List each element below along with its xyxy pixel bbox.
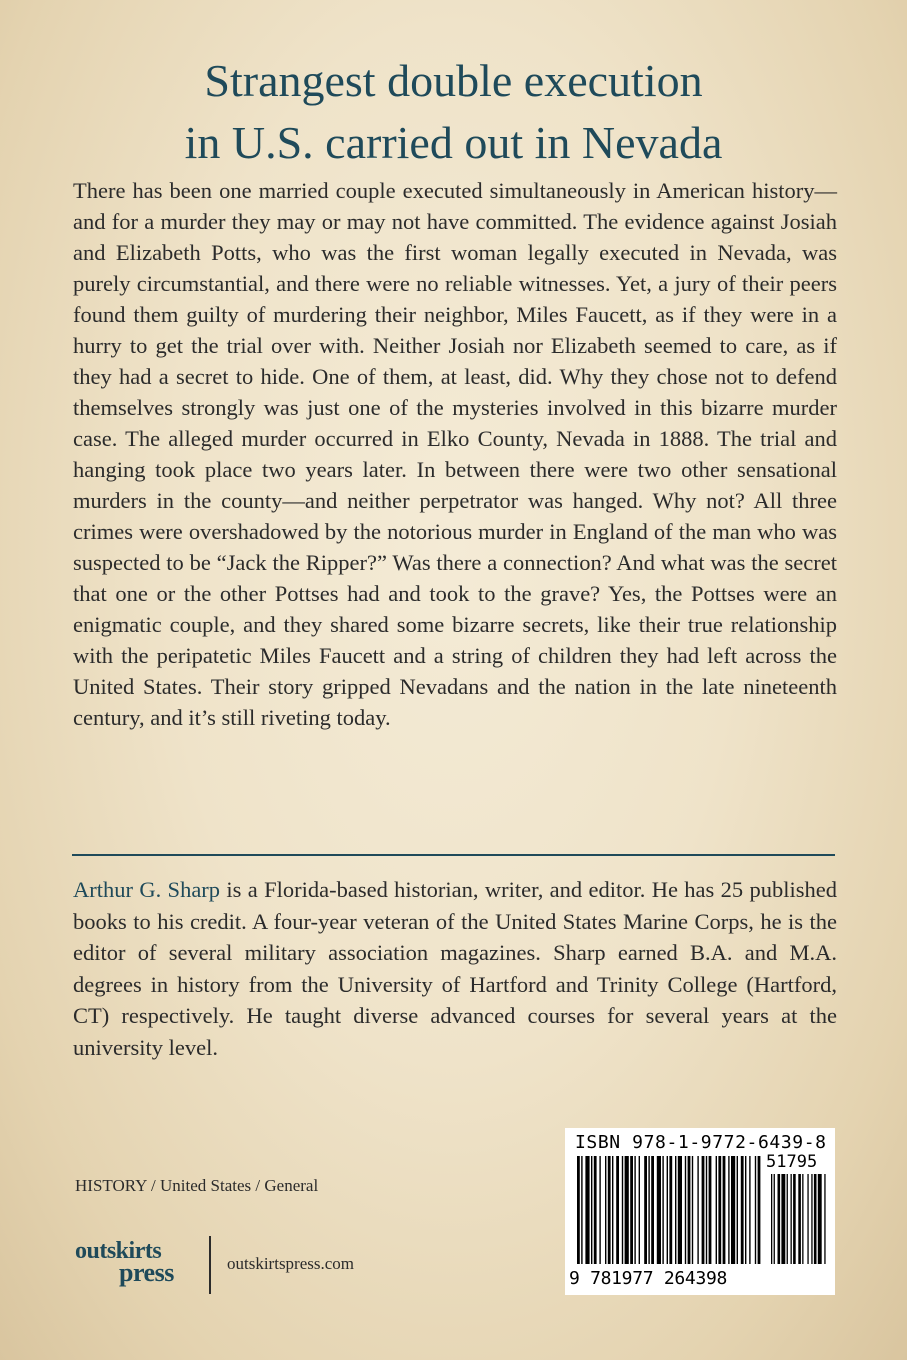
barcode-addon-bar bbox=[774, 1174, 775, 1264]
barcode-bar bbox=[749, 1156, 750, 1264]
barcode-bar bbox=[630, 1156, 633, 1264]
barcode-addon-bar bbox=[814, 1174, 817, 1264]
barcode-addon-bar bbox=[771, 1174, 772, 1264]
barcode-addon-bar bbox=[818, 1174, 822, 1264]
isbn-label: ISBN 978-1-9772-6439-8 bbox=[575, 1132, 827, 1153]
barcode-bar bbox=[723, 1156, 726, 1264]
publisher-logo-line-1: outskirts bbox=[75, 1238, 162, 1264]
barcode-bar bbox=[657, 1156, 661, 1264]
category-label: HISTORY / United States / General bbox=[75, 1176, 319, 1195]
barcode-bar bbox=[594, 1156, 597, 1264]
barcode-bar bbox=[741, 1156, 744, 1264]
barcode-addon-bar bbox=[793, 1174, 796, 1264]
author-bio bbox=[73, 874, 837, 1063]
barcode-addon-bar bbox=[824, 1174, 825, 1264]
headline bbox=[0, 50, 907, 174]
barcode-bar bbox=[678, 1156, 682, 1264]
barcode-bar bbox=[675, 1156, 676, 1264]
barcode-addon-bar bbox=[811, 1174, 812, 1264]
barcode-bar bbox=[688, 1156, 691, 1264]
barcode-ean-digits: 9 781977 264398 bbox=[569, 1268, 728, 1289]
barcode-bar bbox=[755, 1156, 756, 1264]
headline-line-2: in U.S. carried out in Nevada bbox=[184, 117, 723, 168]
author-name: Arthur G. Sharp bbox=[73, 877, 221, 902]
barcode-addon-bar bbox=[778, 1174, 781, 1264]
barcode-bar bbox=[667, 1156, 668, 1264]
barcode-bar bbox=[581, 1156, 582, 1264]
barcode-addon-bar bbox=[807, 1174, 808, 1264]
barcode-bar bbox=[577, 1156, 580, 1264]
publisher-logo bbox=[75, 1238, 195, 1292]
barcode-bar bbox=[716, 1156, 717, 1264]
barcode-bar bbox=[669, 1156, 672, 1264]
barcode-bar bbox=[728, 1156, 729, 1264]
barcode-bar bbox=[697, 1156, 698, 1264]
barcode-bar bbox=[625, 1156, 629, 1264]
barcode-bar bbox=[702, 1156, 705, 1264]
barcode-bar bbox=[737, 1156, 738, 1264]
barcode-bar bbox=[718, 1156, 721, 1264]
barcode-bar bbox=[612, 1156, 613, 1264]
barcode-bar bbox=[616, 1156, 619, 1264]
isbn-barcode bbox=[565, 1128, 835, 1295]
barcode-bar bbox=[745, 1156, 746, 1264]
barcode-bar bbox=[648, 1156, 649, 1264]
publisher-website: outskirtspress.com bbox=[227, 1254, 355, 1273]
barcode-bar bbox=[605, 1156, 606, 1264]
section-divider bbox=[72, 854, 835, 856]
publisher-logo-line-2: press bbox=[119, 1258, 174, 1287]
barcode-bar bbox=[685, 1156, 686, 1264]
barcode-addon-bar bbox=[787, 1174, 788, 1264]
barcode-bar bbox=[731, 1156, 735, 1264]
barcode-bar bbox=[644, 1156, 647, 1264]
barcode-addon-bar bbox=[802, 1174, 803, 1264]
barcode-addon-digits: 51795 bbox=[766, 1152, 818, 1172]
headline-line-1: Strangest double execution bbox=[204, 55, 703, 106]
barcode-bar bbox=[706, 1156, 707, 1264]
barcode-bar bbox=[591, 1156, 592, 1264]
book-description: There has been one married couple executed simultaneously in American history—and for a murder they may or may not have committed. The evidence against Josiah and Elizabeth Potts, who was the first woman legally executed in Nevada, was purely circumstantial, and there were no reliable witnesses. Yet, a jury of their peers found them guilty of murdering their neighbor, Miles Faucett, as if they were in a hurry to get the trial over with. Neither Josiah nor Elizabeth seemed to care, as if they had a secret to hide. One of them, at least, did. Why they chose not to defend themselves strongly was just one of the mysteries involved in this bizarre murder case. The alleged murder occurred in Elko County, Nevada in 1888. The trial and hanging took place two years later. In between there were two other sensational murders in the county—and neither perpetrator was hanged. Why not? All three crimes were overshadowed by the notorious murder in England of the man who was suspected to be “Jack the Ripper?” Was there a connection? And what was the secret that one or the other Pottses had and took to the grave? Yes, the Pottses were an enigmatic couple, and they shared some bizarre secrets, like their true relationship with the peripatetic Miles Faucett and a string of children they had left across the United States. Their story gripped Nevadans and the nation in the late nineteenth century, and it’s still riveting today. bbox=[73, 178, 837, 730]
barcode-bar bbox=[639, 1156, 640, 1264]
barcode-addon-bar bbox=[798, 1174, 801, 1264]
barcode-bar bbox=[599, 1156, 600, 1264]
barcode-bar bbox=[692, 1156, 693, 1264]
barcode-bar bbox=[634, 1156, 635, 1264]
barcode-bars bbox=[573, 1156, 829, 1268]
barcode-bar bbox=[622, 1156, 623, 1264]
barcode-bar bbox=[608, 1156, 611, 1264]
barcode-addon-bar bbox=[791, 1174, 792, 1264]
barcode-bar bbox=[585, 1156, 589, 1264]
author-bio-text: is a Florida-based historian, writer, and editor. He has 25 published books to his credit. A four-year veteran of the United States Marine Corps, he is the editor of several military association magazines. Sharp earned B.A. and M.A. degrees in history from the University of Hartford and Trinity College (Hartford, CT) respectively. He taught diverse advanced courses for several years at the university level. bbox=[73, 877, 837, 1060]
barcode-bar bbox=[758, 1156, 761, 1264]
publisher-divider bbox=[209, 1236, 211, 1294]
barcode-bar bbox=[709, 1156, 712, 1264]
barcode-bar bbox=[651, 1156, 654, 1264]
barcode-addon-bar bbox=[781, 1174, 785, 1264]
barcode-bar bbox=[662, 1156, 663, 1264]
publisher-block bbox=[75, 1236, 395, 1296]
